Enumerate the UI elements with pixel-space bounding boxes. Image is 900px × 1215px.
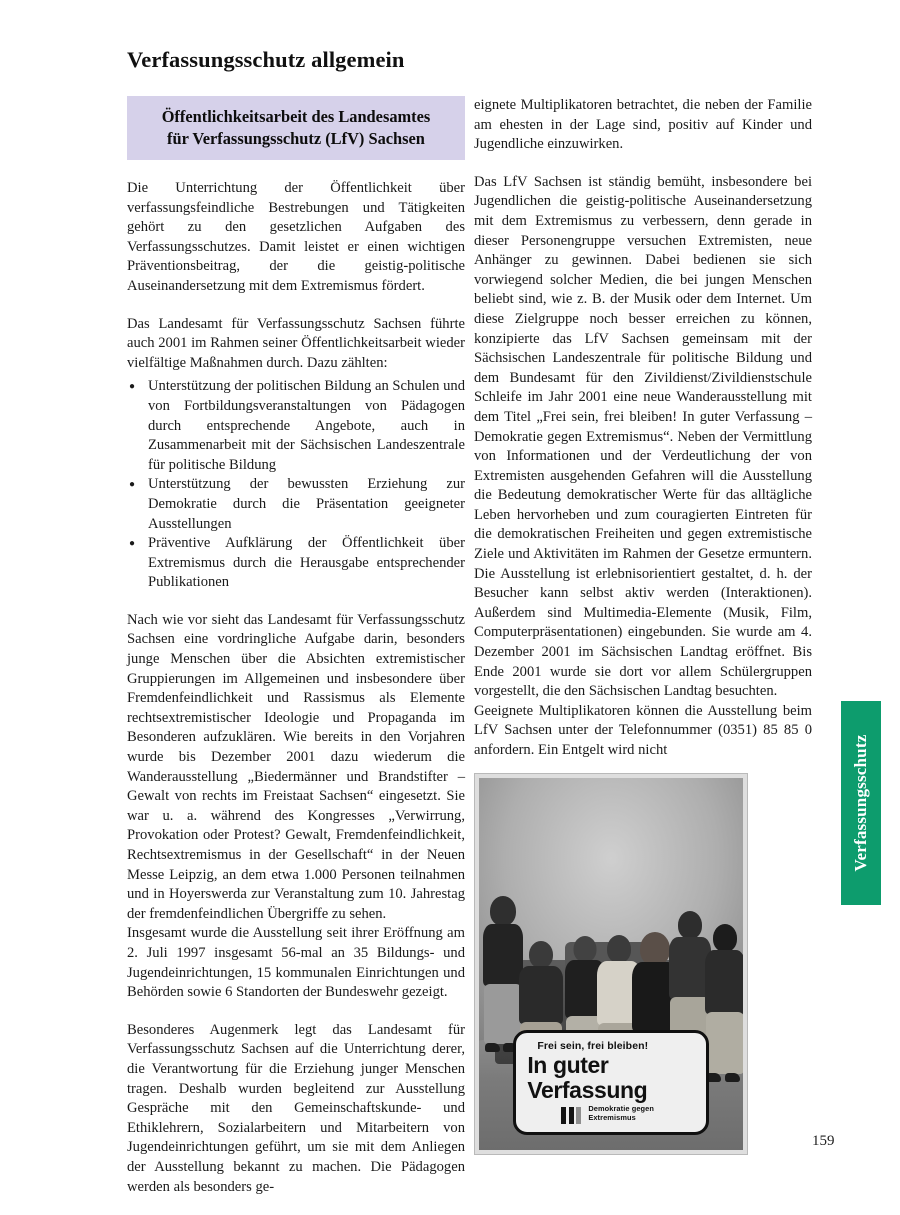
callout-heading-line-2: für Verfassungsschutz (LfV) Sachsen [167,128,425,148]
paragraph: Besonderes Augenmerk legt das Landesamt für Verfassungsschutz Sachsen auf die Unterrichtung derer, die Verantwortung für die Erziehung junger Menschen tragen. Deshalb wurden begleitend zur Ausstellung Gespräche mit den Gemeinschaftskunde- und Ethiklehrern, Sozialarbeitern und Mitarbeitern von Jugendeinrichtungen geführt, um sie mit dem Anliegen der Ausstellung bekannt zu machen. Die Pädagogen werden als besonders ge- [127,1021,465,1195]
list-item: ● Unterstützung der bewussten Erziehung zur Demokratie durch die Präsentation geeigneter Ausstellungen [127,475,465,534]
poster-bottom-row [561,1104,696,1124]
photo-image [479,778,743,1150]
three-bars-icon [561,1107,581,1124]
callout-heading-box [127,96,465,160]
paragraph: eignete Multiplikatoren betrachtet, die neben der Familie am ehesten in der Lage sind, positiv auf Kinder und Jugendliche einzuwirken. [474,97,812,153]
left-column [127,96,465,1215]
page-title: Verfassungsschutz allgemein [127,47,405,72]
section-side-tab [841,701,881,905]
photo-person [483,896,523,1046]
poster-headline: In guter Verfassung [527,1052,648,1104]
side-tab-label: Verfassungsschutz [851,734,870,872]
poster-kicker: Frei sein, frei bleiben! [537,1040,649,1053]
paragraph: Das Landesamt für Verfassungsschutz Sachsen führte auch 2001 im Rahmen seiner Öffentlichkeitsarbeit wieder vielfältige Maßnahmen durch. Dazu zählten: [127,315,465,371]
poster-tagline: Demokratie gegen Extremismus [588,1104,654,1123]
measures-bullet-list [127,377,465,593]
photo-person [705,924,743,1076]
page-number: 159 [812,1133,835,1149]
paragraph: Das LfV Sachsen ist ständig bemüht, insbesondere bei Jugendlichen die geistig-politische Auseinandersetzung mit dem Extremismus zu verbessern, denn gerade in dieser Personengruppe versuchen Extremisten, neue Anhänger zu gewinnen. Dabei bedienen sie sich vorwiegend solcher Medien, die bei jungen Menschen beliebt sind, wie z. B. der Musik oder dem Internet. Um diese Zielgruppe noch besser erreichen zu können, konzipierte das LfV Sachsen gemeinsam mit der Sächsischen Landeszentrale für politische Bildung und dem Bundesamt für den Zivildienst/Zivildienstschule Schleife im Jahr 2001 eine neue Wanderausstellung mit dem Titel „Frei sein, frei bleiben! In guter Verfassung – Demokratie gegen Extremismus“. Neben der Vermittlung von Informationen und der Verdeutlichung der von Extremisten ausgehenden Gefahren will die Ausstellung die Bedeutung demokratischer Werte für das alltägliche Leben hervorheben und zum couragierten Eintreten für die demokratischen Freiheiten und gegen extremistische Ziele und Aktivitäten im Rahmen der Gesetze ermuntern. Die Ausstellung ist erlebnisorientiert gestaltet, d. h. der Besucher kann selbst aktiv werden (Interaktionen). Außerdem sind Multimedia-Elemente (Musik, Film, Computerpräsentationen) eingebunden. Sie wurde am 4. Dezember 2001 im Sächsischen Landtag eröffnet. Bis Ende 2001 wurde sie dort vor allem Schülergruppen vorgestellt, die den Sächsischen Landtag besuchten. [474,173,812,700]
poster-logo [513,1030,708,1135]
list-item: ● Unterstützung der politischen Bildung an Schulen und von Fortbildungsveranstaltungen von Pädagogen durch entsprechende Angebote, auch in Zusammenarbeit mit der Sächsischen Landeszentrale für politische Bildung [127,377,465,475]
paragraph: Insgesamt wurde die Ausstellung seit ihrer Eröffnung am 2. Juli 1997 insgesamt 56-mal an 35 Bildungs- und Jugendeinrichtungen, 15 kommunalen Einrichtungen und Behörden sowie 6 Standorten der Bundeswehr gezeigt. [127,925,465,1001]
paragraph: Geeignete Multiplikatoren können die Ausstellung beim LfV Sachsen unter der Telefonnummer (0351) 85 85 0 anfordern. Ein Entgelt wird nicht [474,702,812,758]
right-column [474,96,812,779]
paragraph: Die Unterrichtung der Öffentlichkeit über verfassungsfeindliche Bestrebungen und Tätigkeiten gehört zu den gesetzlichen Aufgaben des Verfassungsschutzes. Damit leistet er einen wichtigen Präventionsbeitrag, der die geistig-politische Auseinandersetzung mit dem Extremismus fördert. [127,180,465,294]
exhibition-photo [474,773,748,1155]
list-item: ● Präventive Aufklärung der Öffentlichkeit über Extremismus durch die Herausgabe entsprechender Publikationen [127,534,465,593]
callout-heading-line-1: Öffentlichkeitsarbeit des Landesamtes [161,107,431,126]
paragraph: Nach wie vor sieht das Landesamt für Verfassungsschutz Sachsen eine vordringliche Aufgabe darin, besonders junge Menschen über die Absichten extremistischer Gruppierungen im Allgemeinen und insbesondere über Fremdenfeindlichkeit und Rassismus als Elemente rechtsextremistischer Ideologie und Propaganda im Besonderen aufzuklären. Wie bereits in den Vorjahren wurde bis Dezember 2001 dazu wiederum die Wanderausstellung „Biedermänner und Brandstifter – Gewalt von rechts im Freistaat Sachsen“ eingesetzt. Sie war u. a. während des Kongresses „Verwirrung, Provokation oder Protest? Gewalt, Fremdenfeindlichkeit, Rechtsextremismus in der Gesellschaft“ in der Neuen Messe Leipzig, an dem etwa 1.000 Personen teilnahmen und in Hoyerswerda zur Veranstaltung zum 10. Jahrestag der fremdenfeindlichen Übergriffe zu sehen. [127,611,465,922]
